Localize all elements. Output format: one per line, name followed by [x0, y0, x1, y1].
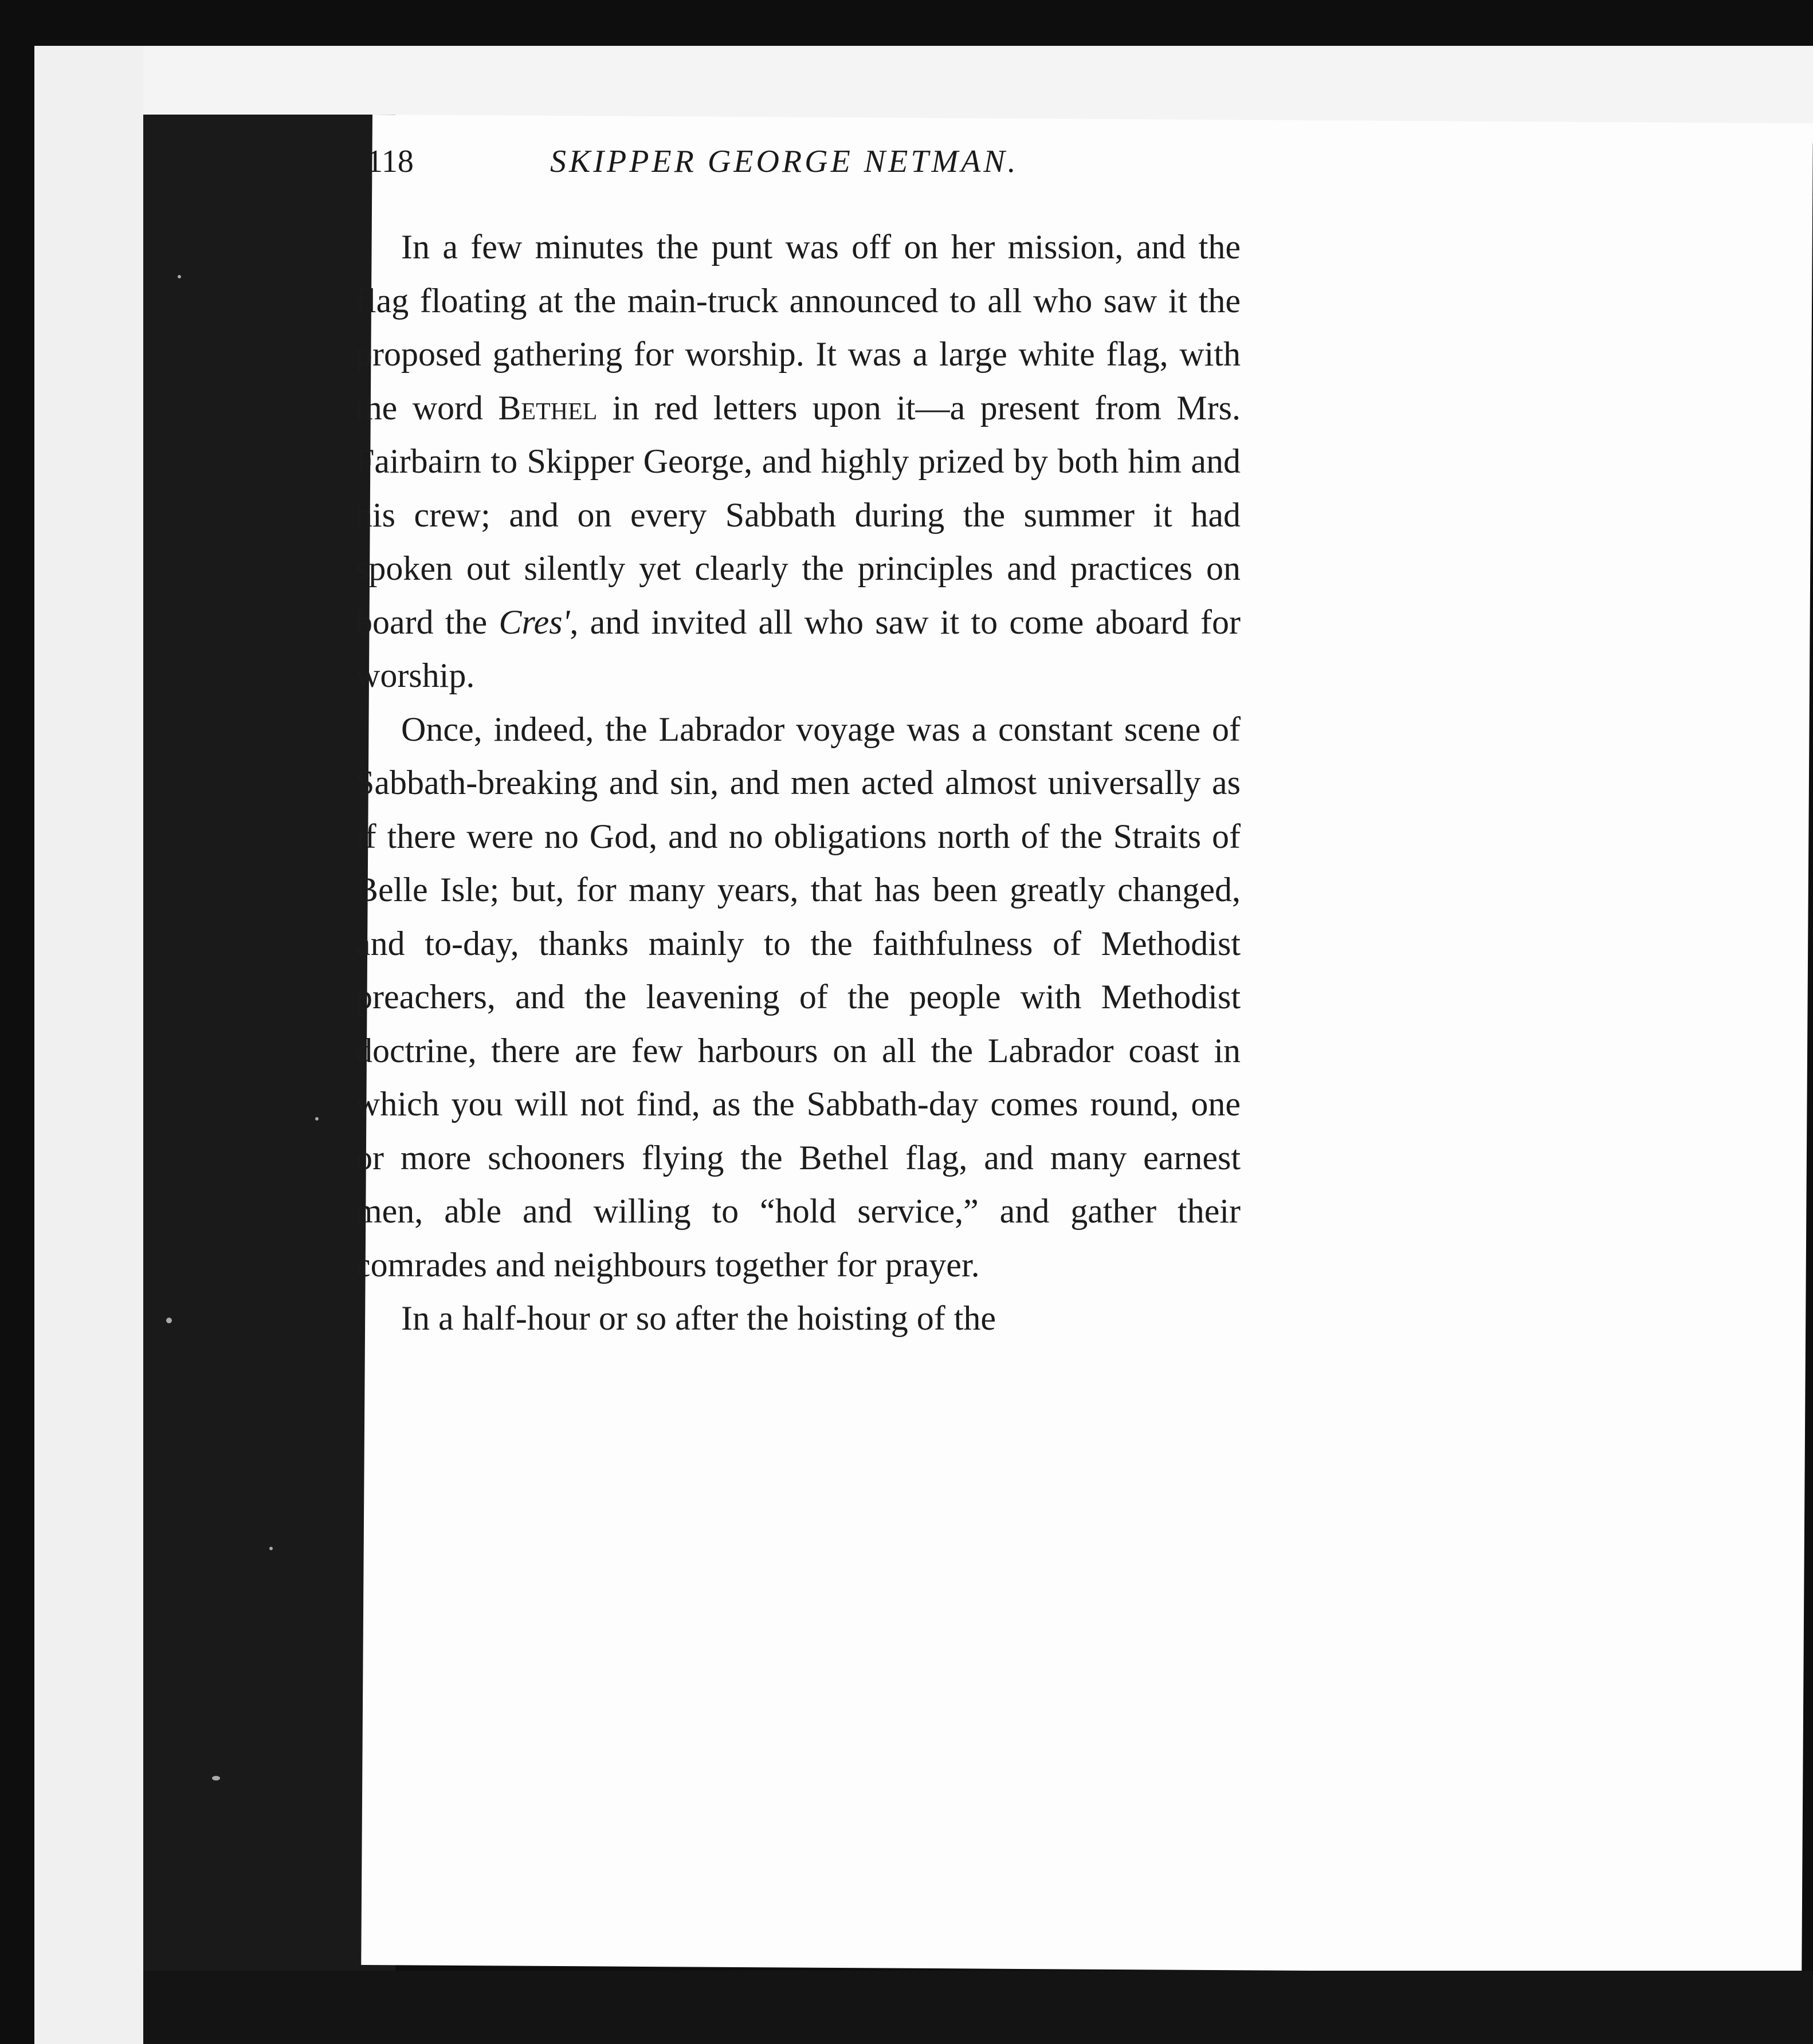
paragraph-1: In a few minutes the punt was off on her mission, and the flag floating at the main-truck announced to all who saw it the proposed gathering for worship. It was a large white flag, with the word Bethel in red letters upon it—a present from Mrs. Fairbairn to Skipper George, and highly prized by both him and his crew; and on every Sabbath during the summer it had spoken out silently yet clearly the principles and practices on board the Cres', and invited all who saw it to come aboard for worship.: [355, 228, 1241, 694]
dust-speck: [178, 275, 181, 278]
paragraph-2: Once, indeed, the Labrador voyage was a constant scene of Sabbath-breaking and sin, and men acted almost universally as if there were no God, and no obligations north of the Straits of Belle Isle; but, for many years, that has been greatly changed, and to-day, thanks mainly to the faithfulness of Methodist preachers, and the leavening of the people with Methodist doctrine, there are few harbours on all the Labrador coast in which you will not find, as the Sabbath-day comes round, one or more schooners flying the Bethel flag, and many earnest men, able and willing to “hold service,” and gather their comrades and neighbours together for prayer.: [355, 710, 1241, 1284]
dust-speck: [315, 1117, 319, 1121]
page-number: 118: [367, 144, 414, 179]
dust-speck: [269, 1547, 273, 1550]
running-head: SKIPPER GEORGE NETMAN.: [550, 144, 1019, 179]
film-frame-left: [34, 46, 143, 2044]
dust-speck: [212, 1776, 220, 1780]
film-bottom-band: [143, 1971, 1813, 2044]
dust-speck: [166, 1318, 172, 1323]
ship-name: Cres': [499, 603, 570, 641]
paragraph-3: In a half-hour or so after the hoisting of the: [401, 1299, 996, 1337]
bethel-smallcaps: Bethel: [498, 388, 598, 427]
page-header: [367, 143, 1060, 195]
body-text: [355, 221, 1241, 1346]
